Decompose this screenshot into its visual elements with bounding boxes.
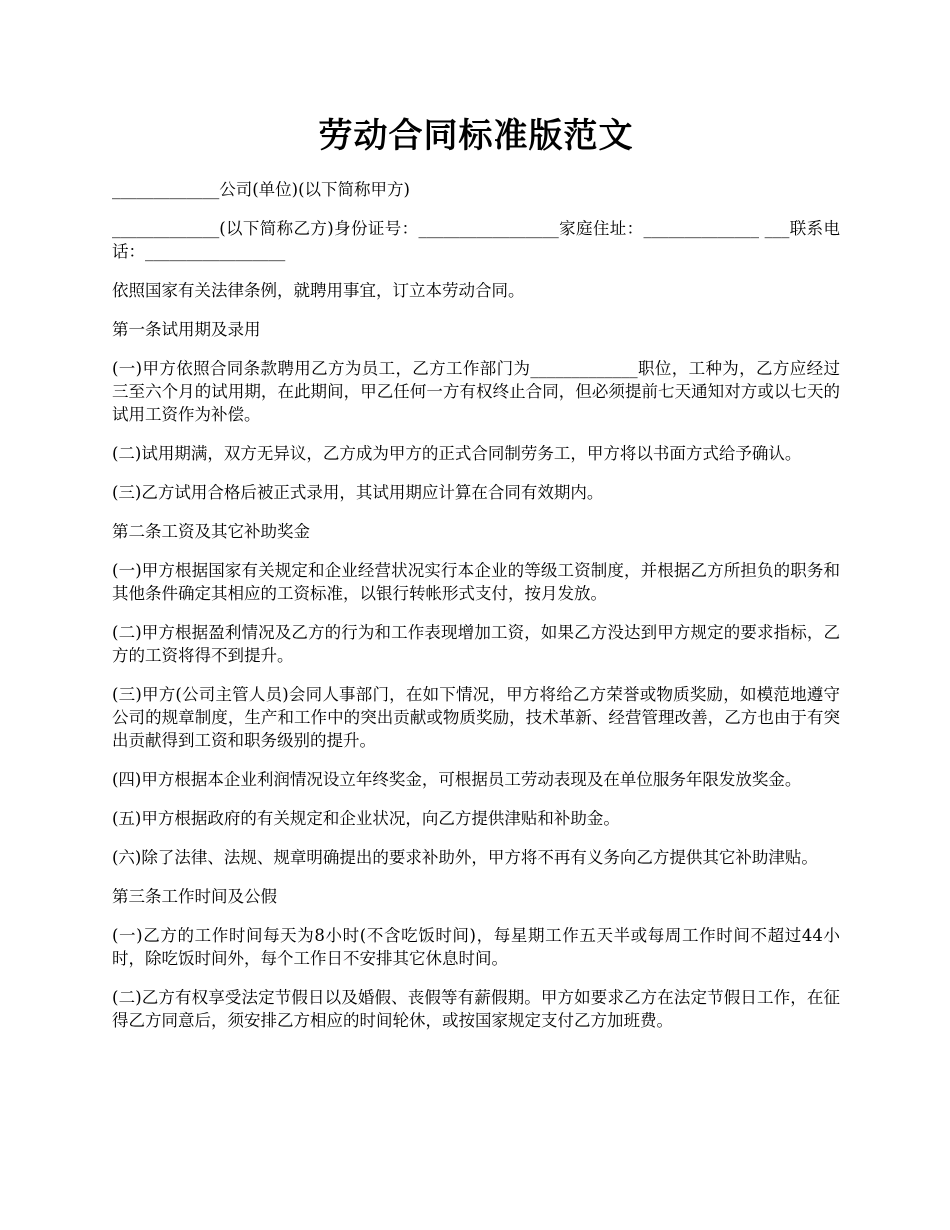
party-a-line: _____________公司(单位)(以下简称甲方) — [112, 180, 410, 199]
clause-3-2: (二)乙方有权享受法定节假日以及婚假、丧假等有薪假期。甲方如要求乙方在法定节假日工作，在征得乙方同意后，须安排乙方相应的时间轮休，或按国家规定支付乙方加班费。 — [112, 988, 840, 1030]
clause-2-6: (六)除了法律、法规、规章明确提出的要求补助外，甲方将不再有义务向乙方提供其它补助津贴。 — [112, 848, 818, 867]
clause-2-1: (一)甲方根据国家有关规定和企业经营状况实行本企业的等级工资制度，并根据乙方所担负的职务和其他条件确定其相应的工资标准，以银行转帐形式支付，按月发放。 — [112, 561, 840, 603]
document-body — [112, 178, 840, 1048]
clause-1-2: (二)试用期满，双方无异议，乙方成为甲方的正式合同制劳务工，甲方将以书面方式给予确认。 — [112, 444, 802, 463]
clause-2-4: (四)甲方根据本企业利润情况设立年终奖金，可根据员工劳动表现及在单位服务年限发放奖金。 — [112, 770, 802, 789]
document-title: 劳动合同标准版范文 — [318, 116, 634, 156]
section-heading-2: 第二条工资及其它补助奖金 — [112, 522, 310, 541]
clause-2-5: (五)甲方根据政府的有关规定和企业状况，向乙方提供津贴和补助金。 — [112, 809, 620, 828]
intro-paragraph: 依照国家有关法律条例，就聘用事宜，订立本劳动合同。 — [112, 281, 525, 300]
section-heading-1: 第一条试用期及录用 — [112, 320, 261, 339]
clause-3-1: (一)乙方的工作时间每天为8小时(不含吃饭时间)，每星期工作五天半或每周工作时间不超过44小时，除吃饭时间外，每个工作日不安排其它休息时间。 — [112, 926, 840, 968]
clause-2-2: (二)甲方根据盈利情况及乙方的行为和工作表现增加工资，如果乙方没达到甲方规定的要求指标，乙方的工资将得不到提升。 — [112, 623, 840, 665]
party-b-line: _____________(以下简称乙方)身份证号：_________________家庭住址：______________ ___联系电话：_________________ — [112, 219, 840, 261]
section-heading-3: 第三条工作时间及公假 — [112, 887, 277, 906]
clause-2-3: (三)甲方(公司主管人员)会同人事部门，在如下情况，甲方将给乙方荣誉或物质奖励，如模范地遵守公司的规章制度，生产和工作中的突出贡献或物质奖励，技术革新、经营管理改善，乙方也由于有突出贡献得到工资和职务级别的提升。 — [112, 685, 840, 750]
clause-1-3: (三)乙方试用合格后被正式录用，其试用期应计算在合同有效期内。 — [112, 483, 604, 502]
clause-1-1: (一)甲方依照合同条款聘用乙方为员工，乙方工作部门为_____________职位，工种为，乙方应经过三至六个月的试用期，在此期间，甲乙任何一方有权终止合同，但必须提前七天通知对方或以七天的试用工资作为补偿。 — [112, 359, 840, 424]
